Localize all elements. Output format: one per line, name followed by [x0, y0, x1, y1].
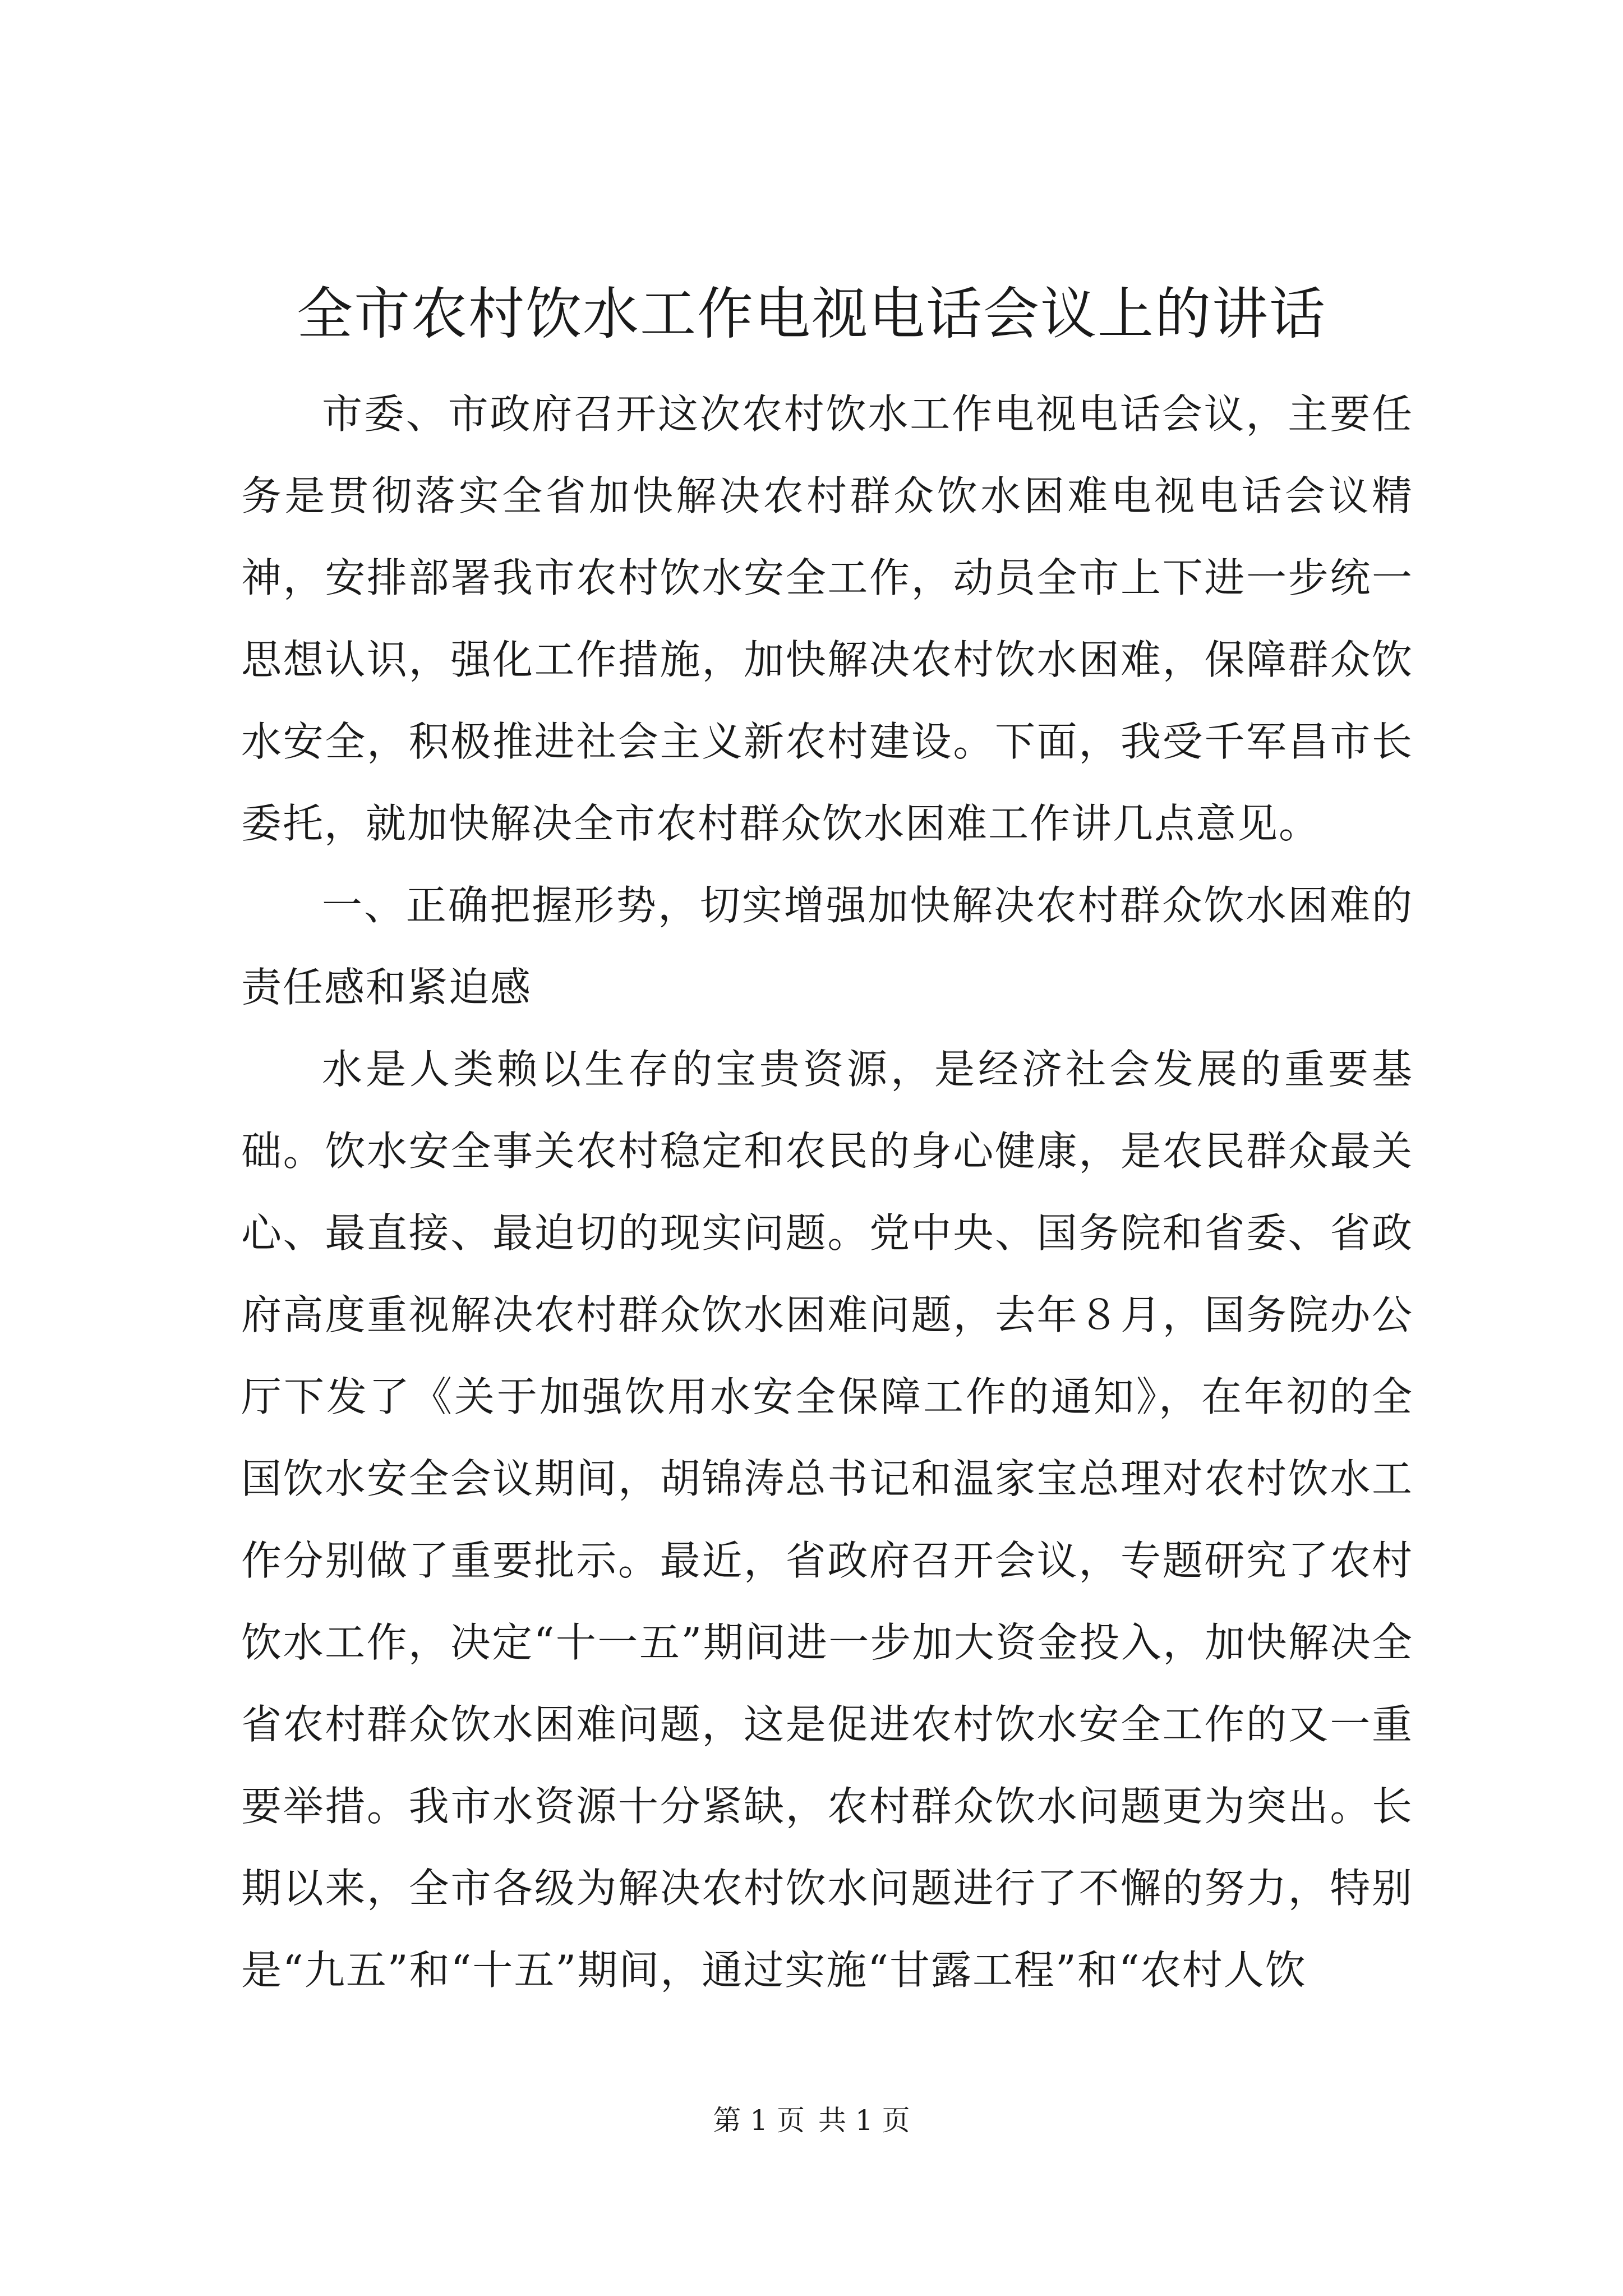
paragraph-intro: 市委、市政府召开这次农村饮水工作电视电话会议，主要任务是贯彻落实全省加快解决农村群众饮水困难电视电话会议精神，安排部署我市农村饮水安全工作，动员全市上下进一步统一思想认识，强化工作措施，加快解决农村饮水困难，保障群众饮水安全，积极推进社会主义新农村建设。下面，我受千军昌市长委托，就加快解决全市农村群众饮水困难工作讲几点意见。	[241, 390, 1413, 847]
document-title: 全市农村饮水工作电视电话会议上的讲话	[297, 281, 1326, 347]
page-total: 共 1 页	[818, 2104, 910, 2137]
page-number: 第 1 页	[713, 2104, 805, 2137]
document-body	[241, 373, 1413, 2011]
section-heading-1: 一、正确把握形势，切实增强加快解决农村群众饮水困难的责任感和紧迫感	[241, 882, 1413, 1011]
paragraph-water-resources: 水是人类赖以生存的宝贵资源，是经济社会发展的重要基础。饮水安全事关农村稳定和农民的身心健康，是农民群众最关心、最直接、最迫切的现实问题。党中央、国务院和省委、省政府高度重视解决农村群众饮水困难问题，去年８月，国务院办公厅下发了《关于加强饮用水安全保障工作的通知》，在年初的全国饮水安全会议期间，胡锦涛总书记和温家宝总理对农村饮水工作分别做了重要批示。最近，省政府召开会议，专题研究了农村饮水工作，决定“十一五”期间进一步加大资金投入，加快解决全省农村群众饮水困难问题，这是促进农村饮水安全工作的又一重要举措。我市水资源十分紧缺，农村群众饮水问题更为突出。长期以来，全市各级为解决农村饮水问题进行了不懈的努力，特别是“九五”和“十五”期间，通过实施“甘露工程”和“农村人饮	[241, 1046, 1413, 1994]
page-footer	[0, 2101, 1623, 2140]
